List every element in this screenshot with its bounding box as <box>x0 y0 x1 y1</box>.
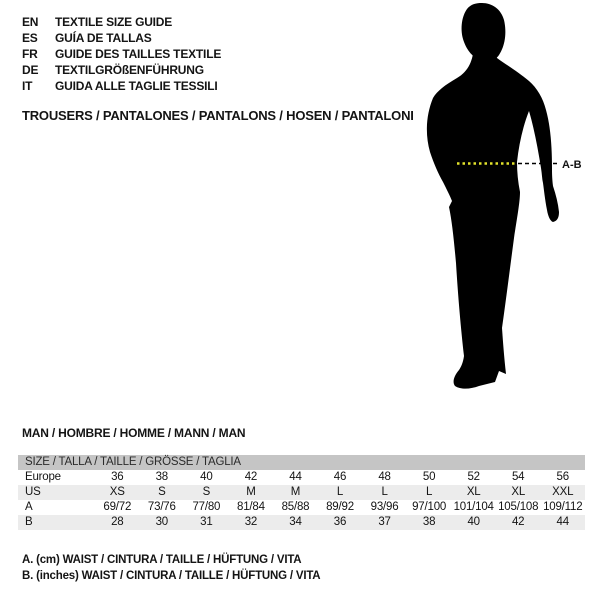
table-row-label: B <box>25 516 33 528</box>
table-cell: XL <box>466 486 481 498</box>
list-item <box>22 46 221 62</box>
table-cell: 69/72 <box>103 501 132 513</box>
table-cell: 37 <box>378 516 391 528</box>
table-cell: L <box>381 486 388 498</box>
table-cell: 101/104 <box>453 501 494 513</box>
category-title: TROUSERS / PANTALONES / PANTALONS / HOSEN / PANTALONI <box>22 108 414 123</box>
table-cell: 56 <box>556 471 569 483</box>
language-code: ES <box>22 31 38 45</box>
table-cell: 36 <box>111 471 124 483</box>
language-label: GUIDA ALLE TAGLIE TESSILI <box>55 79 218 93</box>
table-cell: 105/108 <box>498 501 539 513</box>
table-cell: 50 <box>422 471 436 483</box>
table-row-label: US <box>25 486 41 498</box>
language-label: GUÍA DE TALLAS <box>55 31 152 45</box>
table-cell: 38 <box>422 516 436 528</box>
table-cell: XL <box>511 486 526 498</box>
table-cell: XXL <box>552 486 574 498</box>
language-code: DE <box>22 63 39 77</box>
language-code: IT <box>22 79 33 93</box>
language-label: TEXTILE SIZE GUIDE <box>55 15 173 29</box>
table-cell: 93/96 <box>370 501 399 513</box>
table-cell: 30 <box>155 516 169 528</box>
table-cell: 46 <box>333 471 347 483</box>
table-cell: S <box>158 486 166 498</box>
table-cell: 89/92 <box>326 501 354 513</box>
table-cell: L <box>426 486 433 498</box>
table-row <box>18 500 585 515</box>
size-table <box>18 455 585 530</box>
list-item <box>22 14 221 30</box>
section-title-man: MAN / HOMBRE / HOMME / MANN / MAN <box>22 426 246 440</box>
table-cell: 42 <box>244 471 258 483</box>
table-cell: 42 <box>511 516 525 528</box>
table-row-label: A <box>25 501 33 513</box>
table-cell: 34 <box>289 516 302 528</box>
table-cell: L <box>336 486 344 498</box>
table-cell: 44 <box>556 516 569 528</box>
note-waist-inches: B. (inches) WAIST / CINTURA / TAILLE / HÜFTUNG / VITA <box>22 570 321 582</box>
measurement-notes <box>22 552 320 584</box>
language-code: FR <box>22 47 38 61</box>
table-cell: 31 <box>200 516 213 528</box>
table-cell: M <box>246 486 256 498</box>
size-table-header: SIZE / TALLA / TAILLE / GRÖSSE / TAGLIA <box>18 455 585 470</box>
list-item <box>22 78 221 94</box>
table-cell: 81/84 <box>237 501 265 513</box>
language-label: TEXTILGRÖßENFÜHRUNG <box>55 63 204 77</box>
table-row <box>18 515 585 530</box>
list-item <box>22 30 221 46</box>
table-row <box>18 485 585 500</box>
man-silhouette-figure <box>410 0 600 410</box>
size-table-body <box>18 470 585 530</box>
table-cell: 52 <box>467 471 480 483</box>
table-cell: 40 <box>200 471 213 483</box>
table-cell: 85/88 <box>281 501 310 513</box>
table-cell: 32 <box>244 516 258 528</box>
measure-label: A-B <box>562 159 582 171</box>
table-cell: 97/100 <box>412 501 447 513</box>
language-label: GUIDE DES TAILLES TEXTILE <box>55 47 222 61</box>
note-waist-cm: A. (cm) WAIST / CINTURA / TAILLE / HÜFTUNG / VITA <box>22 554 302 566</box>
silhouette-body <box>427 46 559 389</box>
table-cell: 38 <box>155 471 169 483</box>
table-cell: 28 <box>111 516 124 528</box>
table-cell: S <box>202 486 211 498</box>
table-cell: XS <box>109 486 125 498</box>
language-code: EN <box>22 15 39 29</box>
table-cell: 36 <box>333 516 347 528</box>
table-cell: 73/76 <box>147 501 176 513</box>
table-cell: 48 <box>378 471 391 483</box>
table-cell: 44 <box>289 471 302 483</box>
language-list <box>22 14 221 94</box>
table-cell: 40 <box>467 516 480 528</box>
table-cell: 77/80 <box>192 501 221 513</box>
table-cell: 109/112 <box>543 501 583 513</box>
table-row-label: Europe <box>25 471 61 483</box>
table-cell: M <box>290 486 301 498</box>
table-row <box>18 470 585 485</box>
list-item <box>22 62 221 78</box>
table-cell: 54 <box>511 471 525 483</box>
